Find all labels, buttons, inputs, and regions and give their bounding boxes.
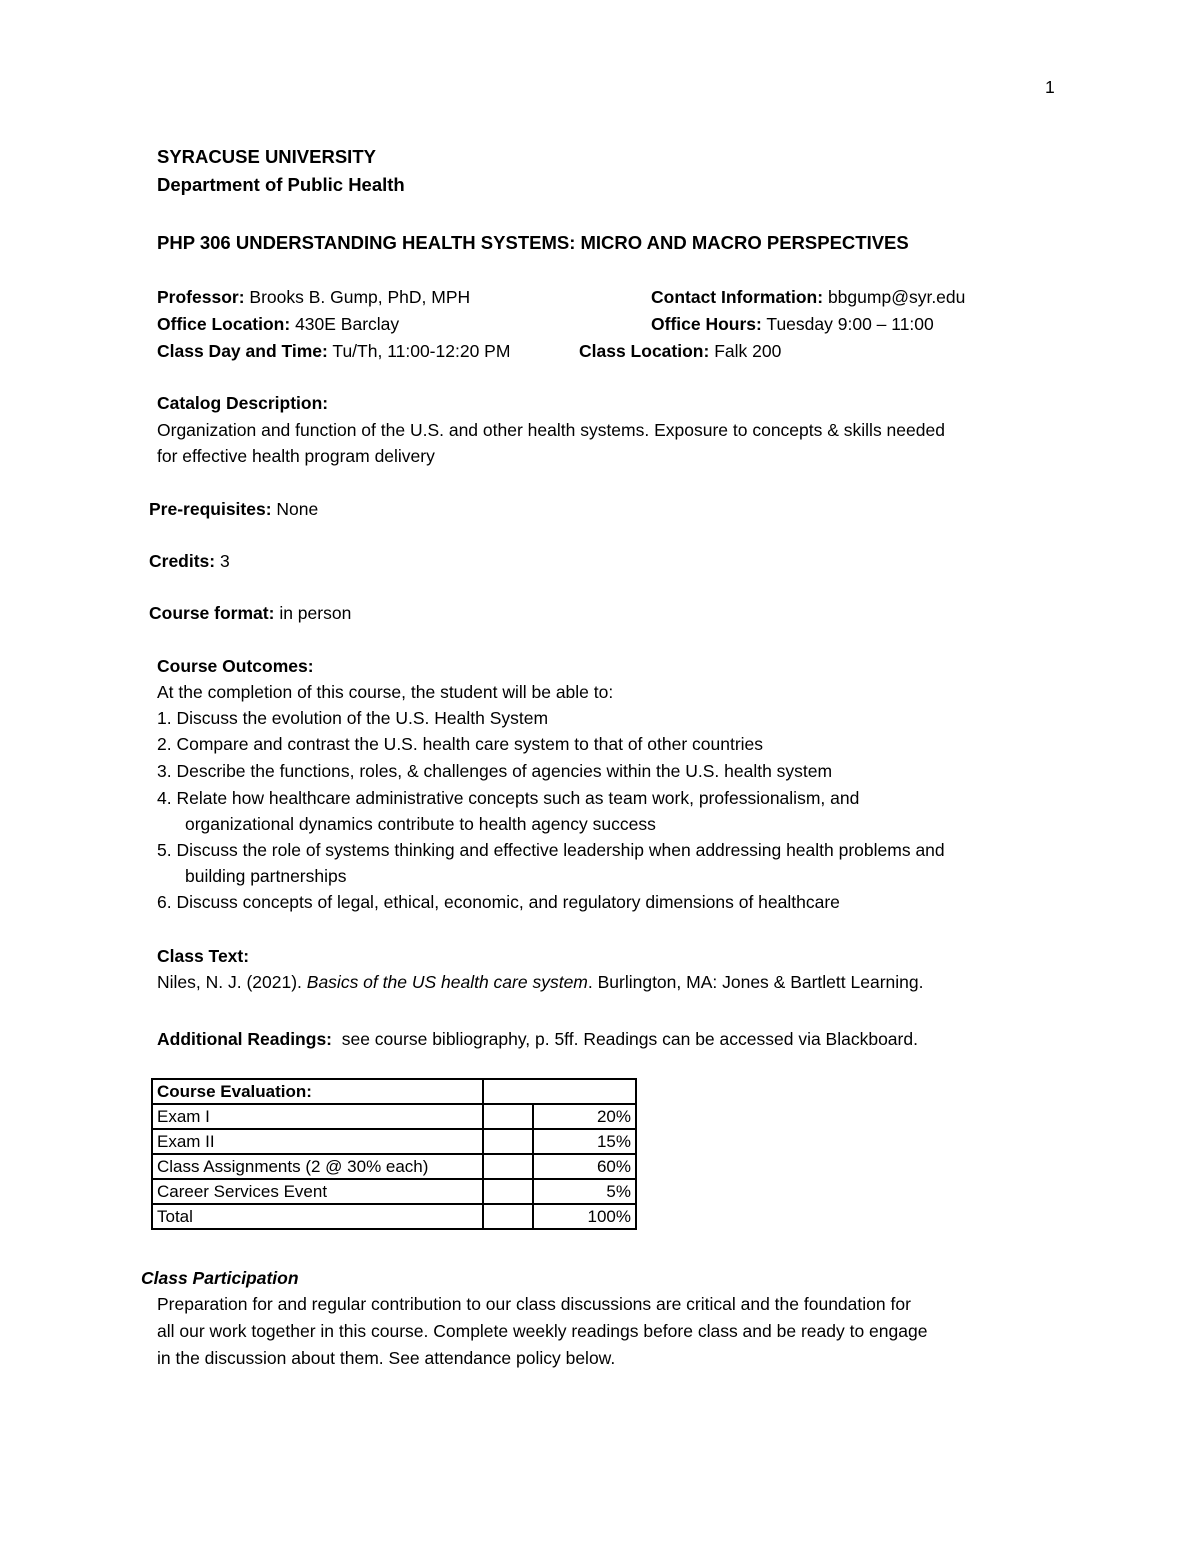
table-header-row: [152, 1079, 636, 1104]
outcome-item: [157, 708, 548, 729]
evaluation-item: Exam II: [152, 1129, 483, 1154]
table-row: [152, 1154, 636, 1179]
professor-label: Professor:: [157, 287, 245, 307]
prerequisites-line: [149, 499, 318, 520]
outcome-number: 1.: [157, 708, 172, 728]
format-label: Course format:: [149, 603, 275, 623]
office-location-value: 430E Barclay: [295, 314, 400, 334]
credits-value: 3: [220, 551, 230, 571]
table-row: [152, 1104, 636, 1129]
office-hours-line: [651, 314, 934, 335]
outcome-number: 2.: [157, 734, 172, 754]
catalog-text-line2: for effective health program delivery: [157, 446, 435, 466]
office-location-line: [157, 314, 399, 335]
participation-heading: Class Participation: [141, 1268, 299, 1288]
course-evaluation-table: [151, 1078, 637, 1230]
catalog-text-line1: Organization and function of the U.S. and other health systems. Exposure to concepts & skills needed: [157, 420, 945, 440]
page-number: 1: [1045, 77, 1055, 97]
class-location-value: Falk 200: [714, 341, 782, 361]
outcome-text: Relate how healthcare administrative concepts such as team work, professionalism, and: [176, 788, 860, 808]
department-name: Department of Public Health: [157, 174, 405, 195]
class-day-line: [157, 341, 510, 362]
prerequisites-value: None: [276, 499, 319, 519]
outcome-text: Discuss the evolution of the U.S. Health System: [176, 708, 549, 728]
outcome-text: Compare and contrast the U.S. health care system to that of other countries: [176, 734, 764, 754]
table-row: [152, 1129, 636, 1154]
outcome-text-continued: organizational dynamics contribute to health agency success: [185, 814, 656, 834]
table-row: [152, 1204, 636, 1229]
professor-value: Brooks B. Gump, PhD, MPH: [249, 287, 471, 307]
evaluation-item: Career Services Event: [152, 1179, 483, 1204]
office-hours-value: Tuesday 9:00 – 11:00: [766, 314, 934, 334]
outcome-item: [157, 892, 840, 913]
outcome-item: [157, 734, 763, 755]
table-cell: [483, 1179, 533, 1204]
citation-title: Basics of the US health care system: [306, 972, 588, 992]
catalog-heading: Catalog Description:: [157, 393, 329, 413]
evaluation-weight: 100%: [533, 1204, 636, 1229]
outcome-text-continued: building partnerships: [185, 866, 347, 886]
class-text-heading: Class Text:: [157, 946, 250, 966]
table-row: [152, 1179, 636, 1204]
participation-text-line3: in the discussion about them. See attendance policy below.: [157, 1348, 616, 1368]
format-line: [149, 603, 351, 624]
class-day-value: Tu/Th, 11:00-12:20 PM: [332, 341, 511, 361]
evaluation-weight: 15%: [533, 1129, 636, 1154]
outcome-number: 5.: [157, 840, 172, 860]
additional-readings-line: [157, 1029, 918, 1050]
contact-line: [651, 287, 965, 308]
outcome-item: [157, 788, 859, 809]
outcome-text: Discuss concepts of legal, ethical, economic, and regulatory dimensions of healthcare: [176, 892, 840, 912]
evaluation-weight: 60%: [533, 1154, 636, 1179]
outcome-text: Describe the functions, roles, & challenges of agencies within the U.S. health system: [176, 761, 833, 781]
credits-label: Credits:: [149, 551, 216, 571]
table-cell: [483, 1154, 533, 1179]
professor-line: [157, 287, 470, 308]
outcome-number: 4.: [157, 788, 172, 808]
course-title: PHP 306 UNDERSTANDING HEALTH SYSTEMS: MICRO AND MACRO PERSPECTIVES: [157, 232, 909, 253]
evaluation-heading: Course Evaluation:: [152, 1079, 483, 1104]
outcome-number: 3.: [157, 761, 172, 781]
office-hours-label: Office Hours:: [651, 314, 762, 334]
outcome-item: [157, 761, 832, 782]
class-text-citation: [157, 972, 923, 993]
class-location-line: [579, 341, 781, 362]
university-name: SYRACUSE UNIVERSITY: [157, 146, 376, 167]
credits-line: [149, 551, 230, 572]
participation-text-line2: all our work together in this course. Complete weekly readings before class and be ready to engage: [157, 1321, 928, 1341]
contact-email[interactable]: bbgump@syr.edu: [827, 287, 966, 307]
citation-author: Niles, N. J. (2021).: [157, 972, 307, 992]
outcome-text: Discuss the role of systems thinking and effective leadership when addressing health problems and: [176, 840, 945, 860]
outcome-number: 6.: [157, 892, 172, 912]
table-cell: [483, 1079, 636, 1104]
table-cell: [483, 1129, 533, 1154]
office-location-label: Office Location:: [157, 314, 291, 334]
evaluation-item: Exam I: [152, 1104, 483, 1129]
outcomes-intro: At the completion of this course, the student will be able to:: [157, 682, 614, 702]
table-cell: [483, 1204, 533, 1229]
evaluation-weight: 5%: [533, 1179, 636, 1204]
outcome-item: [157, 840, 945, 861]
citation-publisher: . Burlington, MA: Jones & Bartlett Learning.: [587, 972, 924, 992]
evaluation-item: Class Assignments (2 @ 30% each): [152, 1154, 483, 1179]
prerequisites-label: Pre-requisites:: [149, 499, 272, 519]
evaluation-item: Total: [152, 1204, 483, 1229]
format-value: in person: [279, 603, 352, 623]
additional-readings-label: Additional Readings:: [157, 1029, 332, 1049]
additional-readings-value: see course bibliography, p. 5ff. Readings can be accessed via Blackboard.: [341, 1029, 918, 1049]
class-location-label: Class Location:: [579, 341, 710, 361]
participation-text-line1: Preparation for and regular contribution to our class discussions are critical and the foundation for: [157, 1294, 911, 1314]
table-cell: [483, 1104, 533, 1129]
contact-label: Contact Information:: [651, 287, 824, 307]
class-day-label: Class Day and Time:: [157, 341, 328, 361]
outcomes-heading: Course Outcomes:: [157, 656, 314, 676]
evaluation-weight: 20%: [533, 1104, 636, 1129]
